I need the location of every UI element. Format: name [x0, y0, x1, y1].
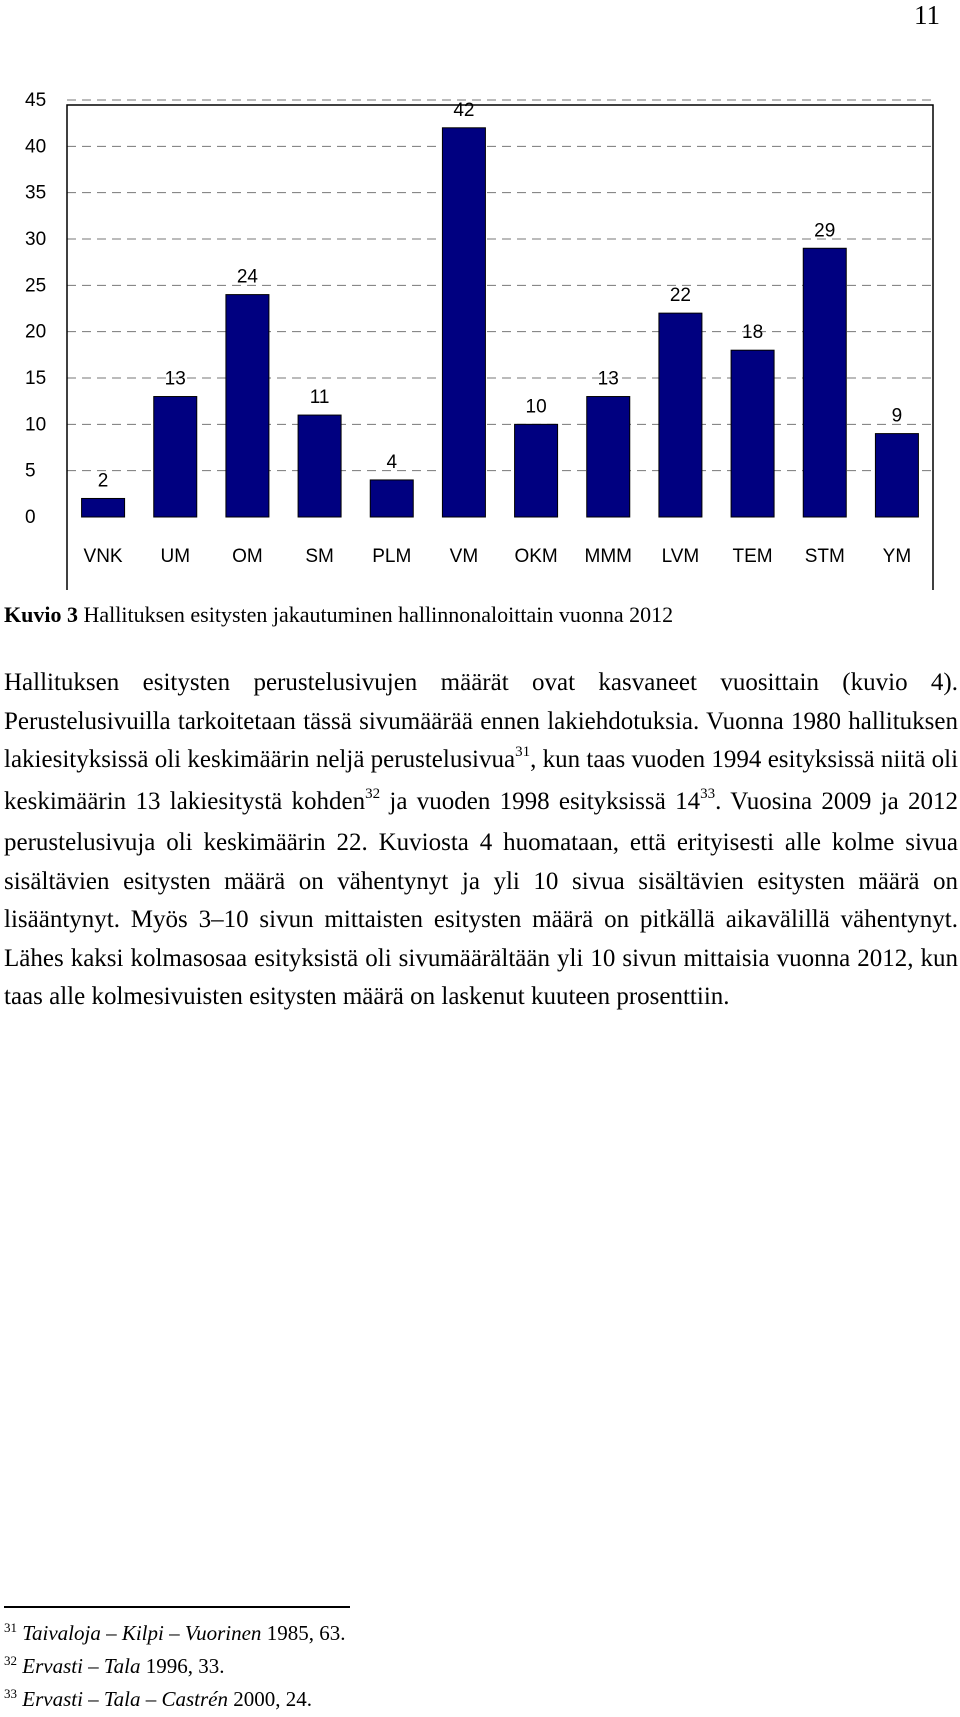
bar-chart	[0, 85, 960, 590]
footnote-number: 31	[4, 1620, 17, 1635]
bar-sm	[298, 415, 341, 517]
y-tick-label: 0	[25, 507, 36, 528]
y-tick-label: 45	[25, 90, 47, 111]
x-tick-label: VM	[449, 546, 479, 567]
y-tick-label: 40	[25, 136, 47, 158]
bars	[82, 128, 919, 517]
data-label-mmm: 13	[597, 368, 619, 390]
footnote-number: 32	[4, 1653, 17, 1668]
paragraph-text-1: Hallituksen esitysten perustelusivujen määrät ovat kasvaneet vuosittain (kuvio 4). Perustelusivuilla tarkoitetaan tässä sivumäärää ennen lakiehdotuksia. Vuonna 1980 hallituksen lakiesityksissä oli keskimäärin neljä perustelusivua	[4, 669, 958, 773]
footnote-authors: Taivaloja – Kilpi – Vuorinen	[22, 1621, 262, 1645]
bar-ym	[875, 434, 918, 517]
paragraph-text-4: . Vuosina 2009 ja 2012 perustelusivuja oli keskimäärin 22. Kuviosta 4 huomataan, että erityisesti alle kolme sivua sisältävien esitysten määrä on vähentynyt ja yli 10 sivua sisältävien esitysten määrä on lisääntynyt. Myös 3–10 sivun mittaisten esitysten määrä on pitkällä aikavälillä vähentynyt. Lähes kaksi kolmasosaa esityksistä oli sivumäärältään yli 10 sivun mittaisia vuonna 2012, kun taas alle kolmesivuisten esitysten määrä on laskenut kuuteen prosenttiin.	[4, 787, 958, 1010]
footnotes	[4, 1618, 345, 1717]
data-label-ym: 9	[891, 405, 903, 427]
y-tick-label: 10	[25, 414, 47, 436]
data-label-um: 13	[164, 368, 186, 390]
bar-stm	[803, 248, 846, 517]
x-tick-label: STM	[804, 546, 845, 567]
bar-um	[154, 397, 197, 517]
x-tick-label: UM	[160, 546, 191, 567]
y-tick-label: 25	[25, 275, 47, 297]
bar-plm	[370, 480, 413, 517]
data-label-vm: 42	[453, 99, 475, 121]
data-label-vnk: 2	[97, 470, 109, 492]
data-label-okm: 10	[525, 396, 547, 418]
data-label-om: 24	[236, 266, 258, 288]
footnote-31	[4, 1618, 345, 1651]
data-label-tem: 18	[742, 322, 764, 344]
x-tick-label: VNK	[83, 546, 123, 567]
bar-om	[226, 295, 269, 517]
footnote-ref-32: 32	[365, 785, 381, 802]
data-label-sm: 11	[309, 387, 330, 409]
footnote-ref-33: 33	[700, 785, 716, 802]
y-axis-ticks	[25, 90, 46, 528]
data-label-lvm: 22	[669, 285, 691, 307]
x-tick-label: OM	[232, 546, 263, 567]
page-number: 11	[914, 0, 940, 30]
y-tick-label: 20	[25, 321, 47, 343]
footnote-authors: Ervasti – Tala	[22, 1654, 141, 1678]
footnote-33	[4, 1684, 345, 1717]
bar-lvm	[659, 313, 702, 517]
paragraph-text-2: , kun taas vuoden 1994 esityksissä niitä oli keskimäärin 13 lakiesitystä kohden	[4, 746, 959, 815]
bar-vm	[442, 128, 485, 517]
figure-caption	[4, 602, 673, 628]
y-tick-label: 5	[25, 460, 36, 482]
caption-label: Kuvio 3	[4, 602, 78, 627]
data-label-stm: 29	[814, 220, 836, 242]
bar-vnk	[82, 498, 125, 517]
x-tick-label: YM	[882, 546, 912, 567]
x-tick-label: SM	[305, 546, 334, 567]
footnote-divider	[4, 1606, 350, 1608]
footnote-reference: 1985, 63.	[261, 1621, 346, 1645]
bar-mmm	[587, 397, 630, 517]
footnote-authors: Ervasti – Tala – Castrén	[22, 1687, 229, 1711]
footnote-32	[4, 1651, 345, 1684]
x-tick-label: OKM	[514, 546, 558, 567]
caption-text: Hallituksen esitysten jakautuminen hallinnonaloittain vuonna 2012	[77, 602, 674, 627]
x-tick-label: LVM	[661, 546, 700, 567]
body-paragraph	[4, 664, 958, 1017]
bar-tem	[731, 350, 774, 517]
y-tick-label: 15	[25, 368, 47, 389]
paragraph-text-3: ja vuoden 1998 esityksissä 14	[380, 787, 701, 815]
footnote-ref-31: 31	[515, 744, 531, 760]
footnote-number: 33	[4, 1686, 17, 1701]
x-tick-label: PLM	[372, 546, 412, 567]
data-label-plm: 4	[386, 451, 398, 473]
x-tick-label: MMM	[584, 546, 632, 567]
footnote-reference: 1996, 33.	[140, 1654, 225, 1678]
footnote-reference: 2000, 24.	[228, 1687, 313, 1711]
x-axis-ticks	[84, 546, 912, 567]
y-tick-label: 30	[25, 229, 47, 250]
x-tick-label: TEM	[732, 546, 773, 567]
y-tick-label: 35	[25, 182, 47, 204]
bar-okm	[515, 424, 558, 517]
data-labels	[98, 100, 902, 492]
